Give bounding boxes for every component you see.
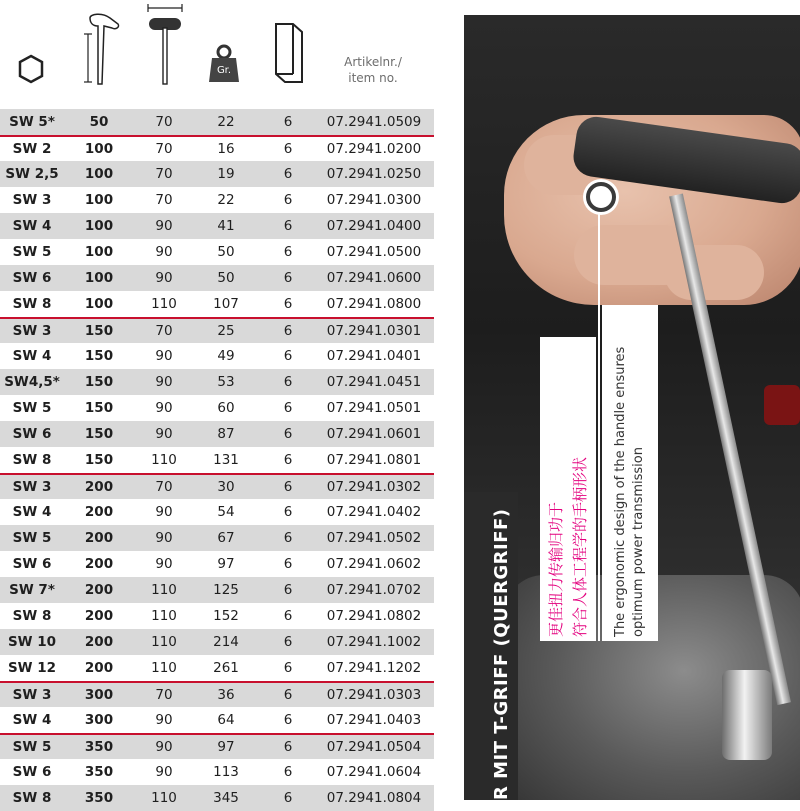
english-callout-text (612, 347, 648, 637)
weight-cell: 25 (217, 323, 235, 339)
width-cell: 70 (155, 192, 173, 208)
table-row (0, 161, 434, 187)
width-cell: 90 (155, 712, 173, 728)
table-row (0, 681, 434, 707)
item-number-cell: 07.2941.1002 (326, 634, 422, 650)
table-row (0, 239, 434, 265)
size-cell: SW 6 (12, 764, 52, 780)
quantity-cell: 6 (283, 479, 293, 495)
quantity-cell: 6 (283, 348, 293, 364)
weight-cell: 345 (213, 790, 239, 806)
quantity-cell: 6 (283, 608, 293, 624)
weight-cell: 152 (213, 608, 239, 624)
size-cell: SW 8 (12, 608, 52, 624)
quantity-cell: 6 (283, 556, 293, 572)
size-cell: SW 4 (12, 348, 52, 364)
size-cell: SW 5 (12, 739, 52, 755)
quantity-cell: 6 (283, 218, 293, 234)
table-row (0, 733, 434, 759)
size-cell: SW4,5* (4, 374, 60, 390)
weight-cell: 36 (217, 687, 235, 703)
weight-cell: 97 (217, 556, 235, 572)
item-number-cell: 07.2941.0400 (326, 218, 422, 234)
size-cell: SW 12 (7, 660, 57, 676)
width-cell: 110 (151, 660, 177, 676)
weight-cell: 125 (213, 582, 239, 598)
width-cell: 70 (155, 141, 173, 157)
quantity-cell: 6 (283, 452, 293, 468)
length-cell: 200 (84, 504, 114, 520)
table-row (0, 603, 434, 629)
callout-line (598, 211, 600, 641)
table-row (0, 499, 434, 525)
width-cell: 110 (151, 634, 177, 650)
quantity-cell: 6 (283, 192, 293, 208)
width-cell: 90 (155, 270, 173, 286)
quantity-cell: 6 (283, 141, 293, 157)
item-number-cell: 07.2941.0509 (326, 114, 422, 130)
length-cell: 100 (84, 218, 114, 234)
quantity-cell: 6 (283, 660, 293, 676)
quantity-cell: 6 (283, 530, 293, 546)
weight-cell: 107 (213, 296, 239, 312)
weight-cell: 50 (217, 244, 235, 260)
width-cell: 90 (155, 764, 173, 780)
width-cell: 90 (155, 244, 173, 260)
width-cell: 90 (155, 530, 173, 546)
length-cell: 200 (84, 634, 114, 650)
length-cell: 200 (84, 582, 114, 598)
weight-cell: 49 (217, 348, 235, 364)
weight-cell: 113 (213, 764, 239, 780)
table-row (0, 187, 434, 213)
table-row (0, 265, 434, 291)
width-cell: 110 (151, 608, 177, 624)
width-cell: 70 (155, 687, 173, 703)
quantity-cell: 6 (283, 634, 293, 650)
table-row (0, 369, 434, 395)
table-header (0, 0, 434, 108)
item-number-cell: 07.2941.0403 (326, 712, 422, 728)
weight-icon-label: Gr. (216, 65, 232, 76)
width-cell: 70 (155, 166, 173, 182)
item-number-cell: 07.2941.0200 (326, 141, 422, 157)
width-cell: 90 (155, 400, 173, 416)
size-cell: SW 2,5 (5, 166, 59, 182)
length-cell: 350 (84, 739, 114, 755)
item-number-cell: 07.2941.0502 (326, 530, 422, 546)
size-cell: SW 8 (12, 790, 52, 806)
width-cell: 110 (151, 582, 177, 598)
english-callout-line2: optimum power transmission (631, 447, 646, 637)
item-number-cell: 07.2941.0602 (326, 556, 422, 572)
table-row (0, 109, 434, 135)
size-cell: SW 3 (12, 479, 52, 495)
table-row (0, 525, 434, 551)
width-cell: 90 (155, 556, 173, 572)
item-number-heading-line2: item no. (348, 71, 398, 85)
table-row (0, 655, 434, 681)
size-cell: SW 5 (12, 244, 52, 260)
width-cell: 90 (155, 504, 173, 520)
table-row (0, 343, 434, 369)
weight-cell: 16 (217, 141, 235, 157)
size-cell: SW 7* (9, 582, 55, 598)
quantity-cell: 6 (283, 687, 293, 703)
item-number-cell: 07.2941.0301 (326, 323, 422, 339)
hexagon-icon (16, 54, 46, 84)
chinese-callout-text (544, 457, 592, 637)
table-row (0, 473, 434, 499)
weight-cell: 60 (217, 400, 235, 416)
size-cell: SW 3 (12, 323, 52, 339)
size-cell: SW 6 (12, 556, 52, 572)
size-cell: SW 4 (12, 504, 52, 520)
size-cell: SW 5 (12, 400, 52, 416)
length-cell: 350 (84, 764, 114, 780)
length-cell: 150 (84, 374, 114, 390)
weight-cell: 214 (213, 634, 239, 650)
weight-cell: 53 (217, 374, 235, 390)
quantity-cell: 6 (283, 712, 293, 728)
item-number-cell: 07.2941.0801 (326, 452, 422, 468)
quantity-cell: 6 (283, 323, 293, 339)
item-number-cell: 07.2941.0504 (326, 739, 422, 755)
width-cell: 90 (155, 348, 173, 364)
width-cell: 90 (155, 739, 173, 755)
item-number-cell: 07.2941.0702 (326, 582, 422, 598)
length-cell: 200 (84, 660, 114, 676)
table-row (0, 395, 434, 421)
quantity-cell: 6 (283, 504, 293, 520)
quantity-cell: 6 (283, 790, 293, 806)
size-cell: SW 8 (12, 296, 52, 312)
length-cell: 200 (84, 479, 114, 495)
chinese-callout-line1: 更佳扭力传输归功于 (547, 501, 565, 637)
table-row (0, 213, 434, 239)
width-cell: 90 (155, 426, 173, 442)
item-number-cell: 07.2941.0500 (326, 244, 422, 260)
table-row (0, 759, 434, 785)
vertical-title: R MIT T-GRIFF (QUERGRIFF) (491, 508, 512, 800)
length-cell: 150 (84, 426, 114, 442)
item-number-cell: 07.2941.0451 (326, 374, 422, 390)
quantity-cell: 6 (283, 114, 293, 130)
item-number-heading-line1: Artikelnr./ (344, 55, 402, 69)
length-cell: 350 (84, 790, 114, 806)
weight-cell: 97 (217, 739, 235, 755)
size-cell: SW 4 (12, 712, 52, 728)
table-row (0, 135, 434, 161)
table-row (0, 785, 434, 811)
size-cell: SW 3 (12, 192, 52, 208)
table-row (0, 577, 434, 603)
weight-cell: 41 (217, 218, 235, 234)
length-t-handle-icon (80, 10, 124, 86)
item-number-cell: 07.2941.0250 (326, 166, 422, 182)
quantity-cell: 6 (283, 296, 293, 312)
length-cell: 100 (84, 166, 114, 182)
length-cell: 100 (84, 244, 114, 260)
width-cell: 110 (151, 452, 177, 468)
product-photo (464, 15, 800, 800)
length-cell: 300 (84, 712, 114, 728)
width-cell: 110 (151, 790, 177, 806)
engine-red-part (764, 385, 800, 425)
size-cell: SW 8 (12, 452, 52, 468)
item-number-cell: 07.2941.0600 (326, 270, 422, 286)
width-cell: 70 (155, 323, 173, 339)
item-number-cell: 07.2941.0802 (326, 608, 422, 624)
package-box-icon (273, 20, 305, 84)
callout-marker (586, 182, 616, 212)
weight-cell: 22 (217, 192, 235, 208)
quantity-cell: 6 (283, 582, 293, 598)
table-row (0, 291, 434, 317)
quantity-cell: 6 (283, 739, 293, 755)
quantity-cell: 6 (283, 374, 293, 390)
length-cell: 100 (84, 192, 114, 208)
length-cell: 100 (84, 141, 114, 157)
quantity-cell: 6 (283, 166, 293, 182)
product-table (0, 109, 434, 811)
length-cell: 50 (89, 114, 109, 130)
item-number-cell: 07.2941.0601 (326, 426, 422, 442)
length-cell: 150 (84, 452, 114, 468)
finger (664, 245, 764, 300)
weight-cell: 30 (217, 479, 235, 495)
weight-cell: 19 (217, 166, 235, 182)
item-number-cell: 07.2941.0604 (326, 764, 422, 780)
length-cell: 150 (84, 348, 114, 364)
size-cell: SW 3 (12, 687, 52, 703)
length-cell: 200 (84, 530, 114, 546)
size-cell: SW 4 (12, 218, 52, 234)
size-cell: SW 10 (7, 634, 57, 650)
length-cell: 100 (84, 270, 114, 286)
chinese-callout-line2: 符合人体工程学的手柄形状 (571, 456, 589, 637)
quantity-cell: 6 (283, 400, 293, 416)
weight-cell: 64 (217, 712, 235, 728)
quantity-cell: 6 (283, 764, 293, 780)
english-callout-line1: The ergonomic design of the handle ensures (613, 346, 628, 637)
width-cell: 90 (155, 374, 173, 390)
item-number-cell: 07.2941.0800 (326, 296, 422, 312)
length-cell: 200 (84, 608, 114, 624)
table-row (0, 707, 434, 733)
size-cell: SW 5* (9, 114, 55, 130)
item-number-cell: 07.2941.0300 (326, 192, 422, 208)
length-cell: 300 (84, 687, 114, 703)
item-number-cell: 07.2941.0501 (326, 400, 422, 416)
size-cell: SW 6 (12, 270, 52, 286)
quantity-cell: 6 (283, 426, 293, 442)
length-cell: 100 (84, 296, 114, 312)
length-cell: 150 (84, 400, 114, 416)
socket (722, 670, 772, 760)
weight-icon (208, 44, 240, 84)
weight-cell: 87 (217, 426, 235, 442)
item-number-cell: 07.2941.0302 (326, 479, 422, 495)
quantity-cell: 6 (283, 244, 293, 260)
item-number-cell: 07.2941.1202 (326, 660, 422, 676)
item-number-cell: 07.2941.0303 (326, 687, 422, 703)
width-cell: 90 (155, 218, 173, 234)
table-row (0, 551, 434, 577)
width-cell: 70 (155, 114, 173, 130)
weight-cell: 22 (217, 114, 235, 130)
item-number-cell: 07.2941.0804 (326, 790, 422, 806)
item-number-cell: 07.2941.0401 (326, 348, 422, 364)
weight-cell: 50 (217, 270, 235, 286)
item-number-heading (318, 54, 428, 86)
size-cell: SW 2 (12, 141, 52, 157)
width-cell: 110 (151, 296, 177, 312)
table-row (0, 629, 434, 655)
size-cell: SW 5 (12, 530, 52, 546)
item-number-cell: 07.2941.0402 (326, 504, 422, 520)
table-row (0, 317, 434, 343)
weight-cell: 261 (213, 660, 239, 676)
weight-cell: 54 (217, 504, 235, 520)
weight-cell: 131 (213, 452, 239, 468)
table-row (0, 447, 434, 473)
size-cell: SW 6 (12, 426, 52, 442)
table-row (0, 421, 434, 447)
length-cell: 200 (84, 556, 114, 572)
quantity-cell: 6 (283, 270, 293, 286)
weight-cell: 67 (217, 530, 235, 546)
length-cell: 150 (84, 323, 114, 339)
width-t-handle-icon (145, 4, 185, 86)
width-cell: 70 (155, 479, 173, 495)
